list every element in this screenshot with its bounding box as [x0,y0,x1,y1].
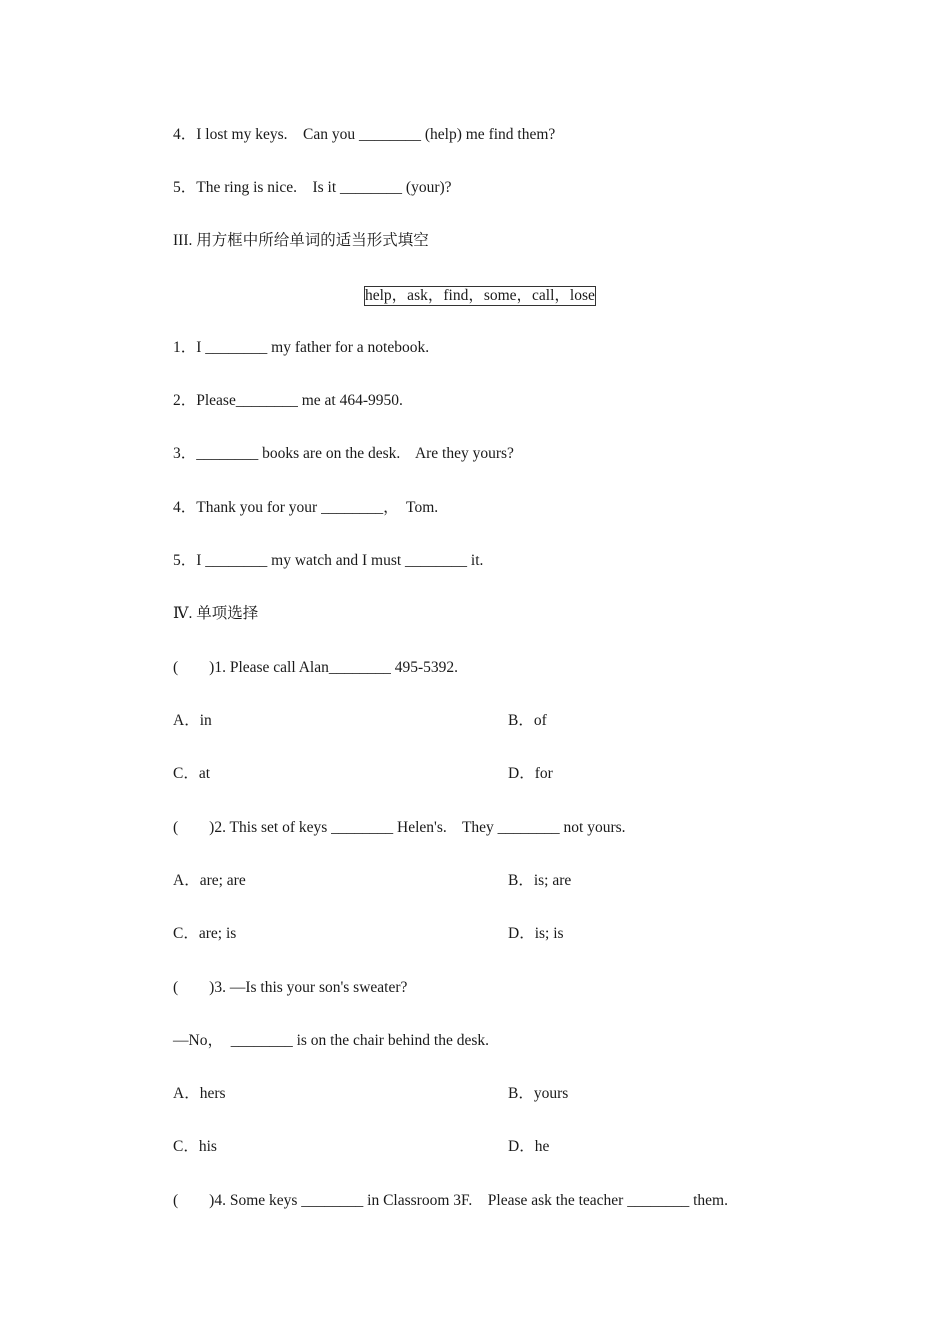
choice-question-1-option-d: D．for [508,765,553,782]
section-heading-iv: Ⅳ. 单项选择 [173,605,259,622]
choice-question-2-option-d: D．is; is [508,925,564,942]
choice-question-3-option-b: B．yours [508,1085,569,1102]
word-form-question-5: 5．I ________ my watch and I must ________ it. [173,552,484,569]
choice-question-2-option-b: B．is; are [508,872,572,889]
choice-question-1-option-b: B．of [508,712,547,729]
choice-question-2-option-a: A．are; are [173,872,246,889]
word-form-question-1: 1．I ________ my father for a notebook. [173,339,430,356]
choice-question-3-stem: ( )3. —Is this your son's sweater? [173,979,408,996]
word-bank-box: help，ask，find，some，call，lose [365,287,595,304]
choice-question-1-stem: ( )1. Please call Alan________ 495-5392. [173,659,458,676]
choice-question-3-option-a: A．hers [173,1085,226,1102]
fill-blank-question-4: 4．I lost my keys. Can you ________ (help) me find them? [173,126,556,143]
choice-question-3-option-c: C．his [173,1138,217,1155]
word-form-question-3: 3．________ books are on the desk. Are they yours? [173,445,514,462]
section-heading-iii: III. 用方框中所给单词的适当形式填空 [173,232,429,249]
choice-question-1-option-c: C．at [173,765,211,782]
fill-blank-question-5: 5．The ring is nice. Is it ________ (your)? [173,179,452,196]
word-form-question-4: 4．Thank you for your ________， Tom. [173,499,439,516]
word-form-question-2: 2．Please________ me at 464-9950. [173,392,403,409]
choice-question-3-option-d: D．he [508,1138,550,1155]
choice-question-4-stem: ( )4. Some keys ________ in Classroom 3F. Please ask the teacher ________ them. [173,1192,728,1209]
choice-question-1-option-a: A．in [173,712,212,729]
choice-question-2-stem: ( )2. This set of keys ________ Helen's. They ________ not yours. [173,819,626,836]
choice-question-3-reply: —No， ________ is on the chair behind the desk. [173,1032,489,1049]
choice-question-2-option-c: C．are; is [173,925,237,942]
